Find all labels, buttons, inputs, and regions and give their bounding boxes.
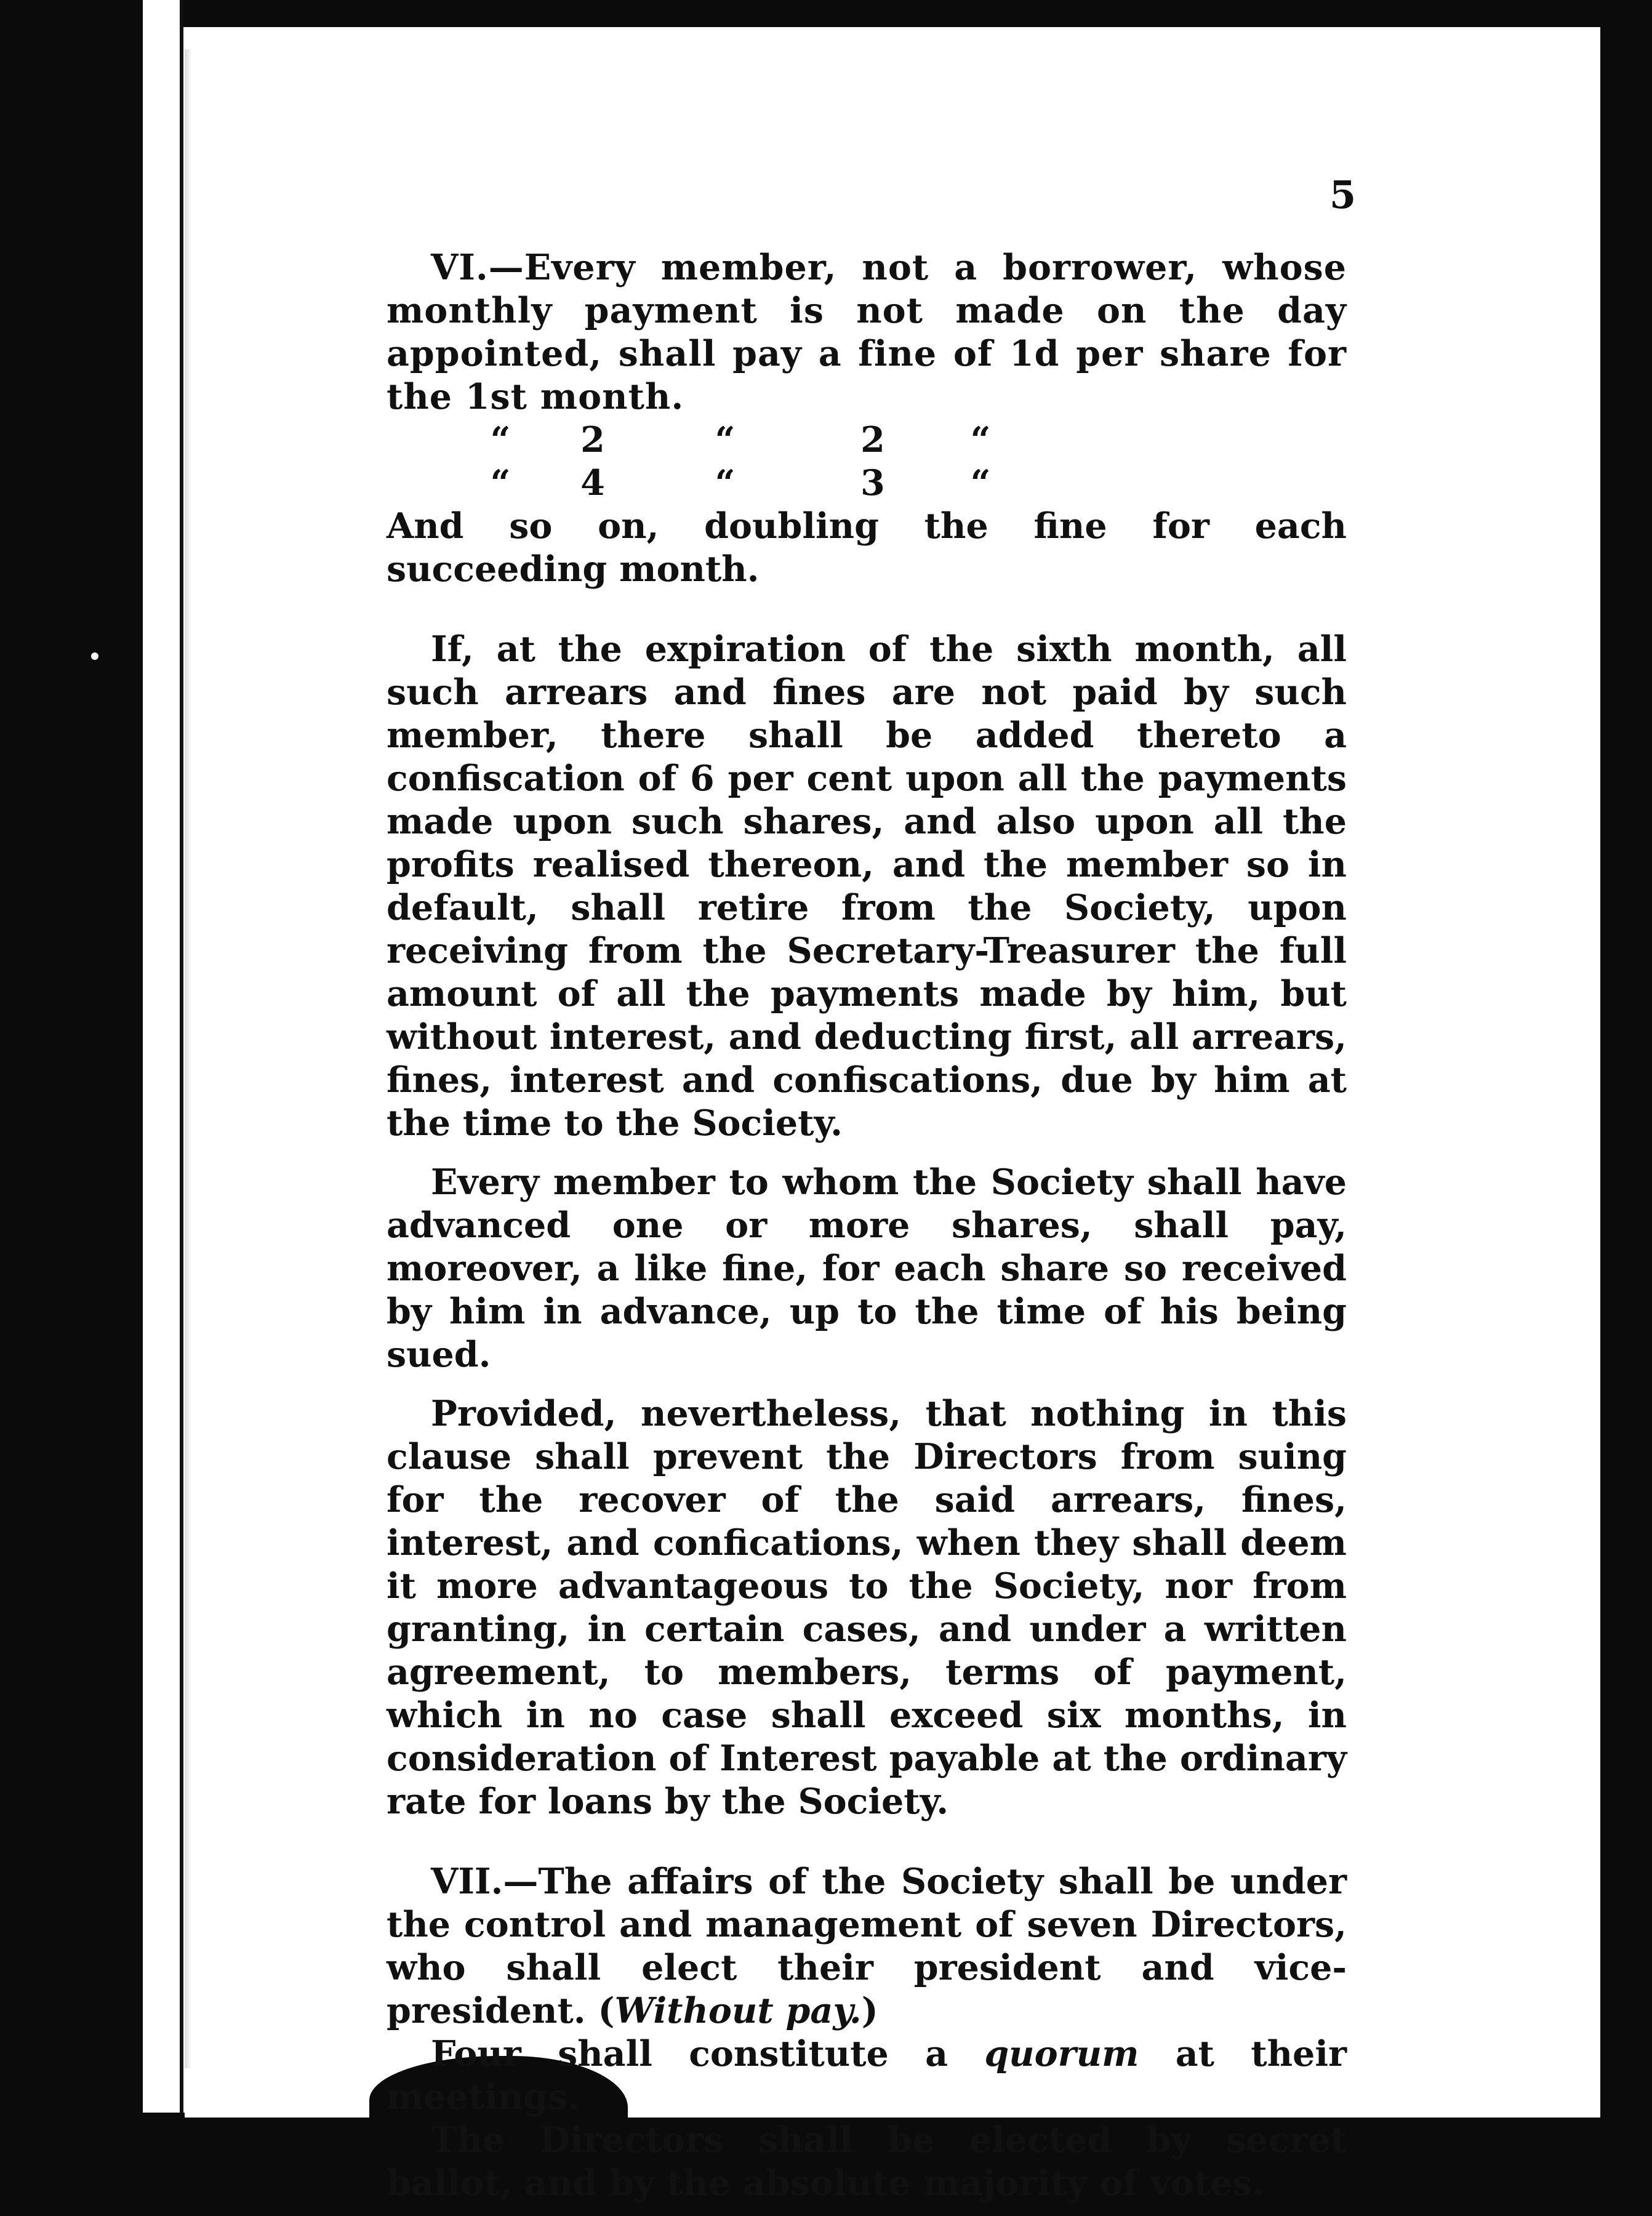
- without-pay: Without pay.: [614, 1990, 862, 2031]
- ditto-row-2: [387, 462, 1347, 505]
- scan-border-top: [0, 0, 1652, 27]
- ditto-mark: “: [490, 419, 511, 460]
- doubling-line: And so on, doubling the fine for each succeeding month.: [387, 505, 1347, 590]
- scan-speck: [91, 652, 98, 660]
- previous-page-edge: [143, 0, 183, 2216]
- ditto-value: 3: [860, 462, 885, 504]
- ditto-row-1: [387, 419, 1347, 462]
- election-line: The Directors shall be elected by secret ballot, and by the absolute majority of votes.: [387, 2119, 1347, 2204]
- quorum-pre: Four shall constitute a: [431, 2033, 985, 2074]
- page-number: 5: [1329, 172, 1357, 217]
- ditto-mark: “: [715, 419, 736, 460]
- page-gutter-shadow: [185, 49, 191, 2068]
- scan-border-right: [1600, 0, 1652, 2216]
- ditto-mark: “: [970, 462, 991, 504]
- ditto-value: 4: [580, 462, 605, 504]
- ditto-value: 2: [860, 419, 885, 460]
- quorum-post: at their meetings.: [387, 2033, 1347, 2118]
- paren-open: (: [585, 1990, 615, 2031]
- ditto-mark: “: [715, 462, 736, 504]
- paren-close: ): [861, 1990, 878, 2031]
- clause-vii-intro: [387, 1860, 1347, 2033]
- clause-vii-text: VII.—The affairs of the Society shall be under the control and management of seven Directors, who shall elect their president and vice-president.: [387, 1861, 1347, 2031]
- ditto-mark: “: [490, 462, 511, 504]
- paragraph-advanced-shares: Every member to whom the Society shall have advanced one or more shares, shall pay, moreover, a like fine, for each share so received by him in advance, up to the time of his being sued.: [387, 1162, 1347, 1375]
- quorum-word: quorum: [984, 2033, 1139, 2074]
- scan-border-left: [0, 0, 143, 2216]
- clause-vi-intro: VI.—Every member, not a borrower, whose monthly payment is not made on the day appointed, shall pay a fine of 1d per share for the 1st month.: [387, 247, 1347, 417]
- paragraph-provided: Provided, nevertheless, that nothing in this clause shall prevent the Directors from suing for the recover of the said arrears, fines, interest, and confications, when they shall deem it more advantageous to the Society, nor from granting, in certain cases, and under a written agreement, to members, terms of payment, which in no case shall exceed six months, in consideration of Interest payable at the ordinary rate for loans by the Society.: [387, 1393, 1347, 1822]
- quorum-line: [387, 2033, 1347, 2119]
- document-body: [387, 246, 1347, 2205]
- ditto-mark: “: [970, 419, 991, 460]
- paragraph-expiration: If, at the expiration of the sixth month, all such arrears and fines are not paid by such member, there shall be added thereto a confiscation of 6 per cent upon all the payments made upon such shares, and also upon all the profits realised thereon, and the member so in default, shall retire from the Society, upon receiving from the Secretary-Treasurer the full amount of all the payments made by him, but without interest, and deducting first, all arrears, fines, interest and confiscations, due by him at the time to the Society.: [387, 628, 1347, 1144]
- ditto-value: 2: [580, 419, 605, 460]
